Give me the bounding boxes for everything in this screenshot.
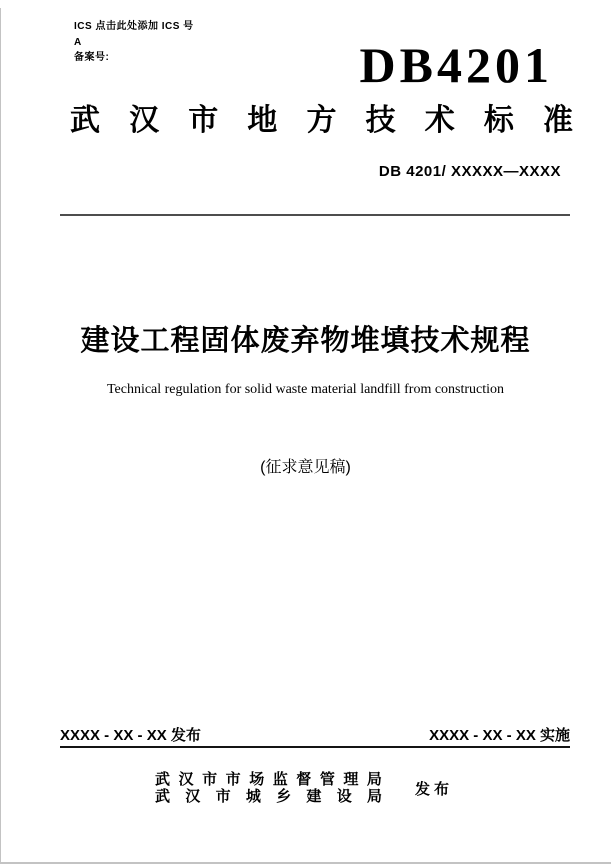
document-title-cn: 建设工程固体废弃物堆填技术规程 (80, 325, 531, 357)
dates-row (60, 727, 570, 745)
draft-stage-note: (征求意见稿) (260, 459, 351, 476)
page-edge-left (0, 8, 1, 864)
header-divider-rule (60, 214, 570, 216)
implementation-date: XXXX - XX - XX 实施 (429, 727, 570, 744)
ics-header-block (74, 19, 194, 66)
publishers-block (155, 771, 453, 805)
standard-number: DB 4201/ XXXXX—XXXX (378, 163, 561, 180)
footer-divider-rule (60, 746, 570, 748)
issue-date: XXXX - XX - XX 发布 (60, 727, 201, 744)
publisher-line-1: 武 汉 市 市 场 监 督 管 理 局 (155, 771, 382, 788)
ics-placeholder[interactable]: ICS 点击此处添加 ICS 号 (74, 21, 194, 32)
document-title-en: Technical regulation for solid waste material landfill from construction (106, 382, 505, 397)
db-code-logo: DB4201 (359, 37, 553, 93)
publish-action-label: 发布 (415, 780, 454, 798)
record-number-label: 备案号: (74, 52, 110, 63)
publisher-names (155, 771, 382, 805)
standard-type-title: 武 汉 市 地 方 技 术 标 准 (70, 104, 573, 137)
publisher-line-2: 武 汉 市 城 乡 建 设 局 (155, 788, 382, 805)
ics-class-code: A (74, 36, 82, 48)
